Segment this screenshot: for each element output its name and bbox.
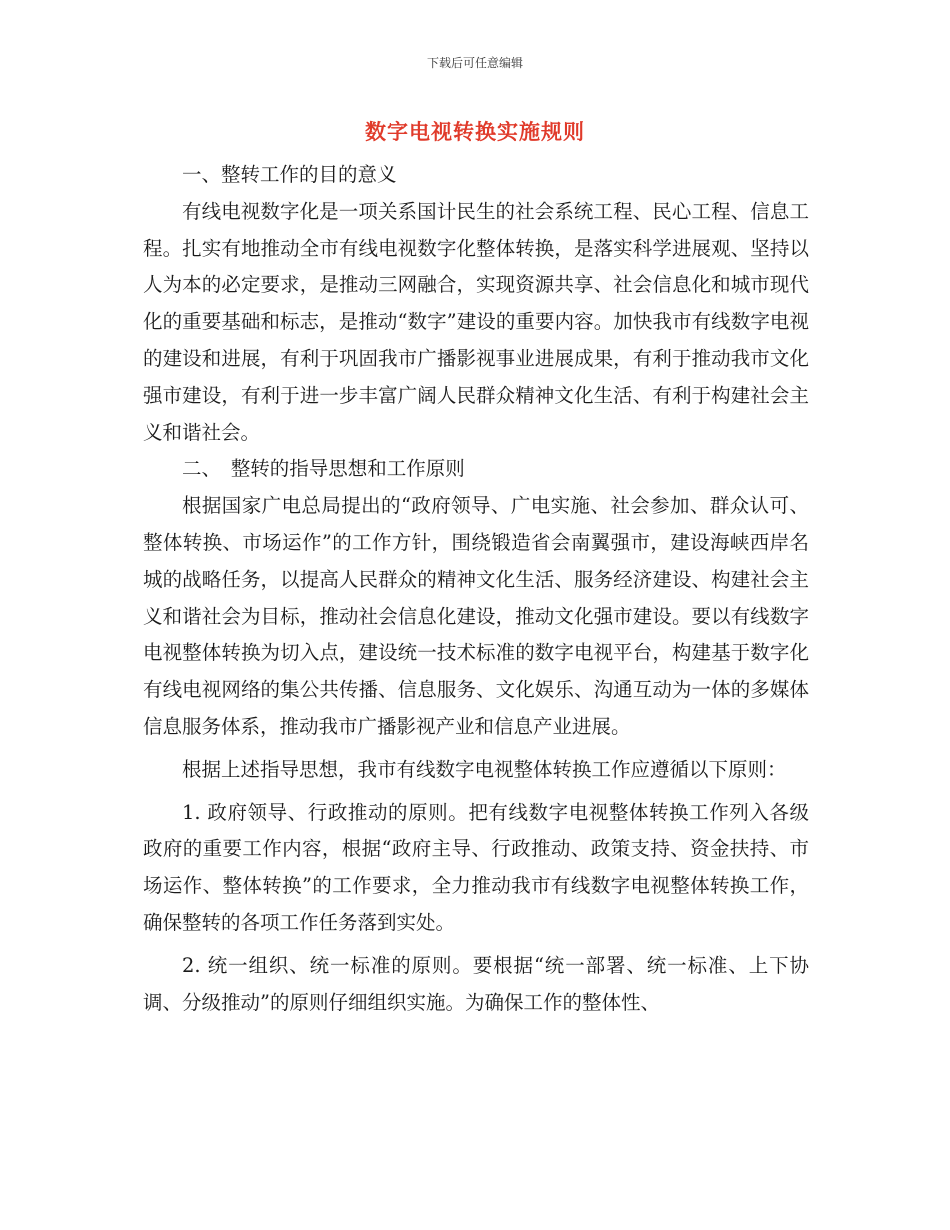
list-item-principle-1: 1. 政府领导、行政推动的原则。把有线数字电视整体转换工作列入各级政府的重要工作内容，根据“政府主导、行政推动、政策支持、资金扶持、市场运作、整体转换”的工作要求，全力推动我市有线数字电视整体转换工作，确保整转的各项工作任务落到实处。 <box>143 800 809 934</box>
document-title: 数字电视转换实施规则 <box>365 120 585 144</box>
document-body <box>143 157 809 1021</box>
paragraph: 根据上述指导思想，我市有线数字电视整体转换工作应遵循以下原则： <box>182 757 787 781</box>
paragraph: 有线电视数字化是一项关系国计民生的社会系统工程、民心工程、信息工程。扎实有地推动全市有线电视数字化整体转换，是落实科学进展观、坚持以人为本的必定要求，是推动三网融合，实现资源共享、社会信息化和城市现代化的重要基础和标志，是推动“数字”建设的重要内容。加快我市有线数字电视的建设和进展，有利于巩固我市广播影视事业进展成果，有利于推动我市文化强市建设，有利于进一步丰富广阔人民群众精神文化生活、有利于构建社会主义和谐社会。 <box>143 199 809 444</box>
section-heading-1: 一、整转工作的目的意义 <box>182 163 397 186</box>
page-header: 下载后可任意编辑 <box>426 56 523 70</box>
paragraph: 根据国家广电总局提出的“政府领导、广电实施、社会参加、群众认可、整体转换、市场运作”的工作方针，围绕锻造省会南翼强市，建设海峡西岸名城的战略任务，以提高人民群众的精神文化生活、服务经济建设、构建社会主义和谐社会为目标，推动社会信息化建设，推动文化强市建设。要以有线数字电视整体转换为切入点，建设统一技术标准的数字电视平台，构建基于数字化有线电视网络的集公共传播、信息服务、文化娱乐、沟通互动为一体的多媒体信息服务体系，推动我市广播影视产业和信息产业进展。 <box>143 494 809 738</box>
list-item-principle-2: 2. 统一组织、统一标准的原则。要根据“统一部署、统一标准、上下协调、分级推动”的原则仔细组织实施。为确保工作的整体性、 <box>143 953 809 1014</box>
section-heading-2: 二、 整转的指导思想和工作原则 <box>182 457 465 481</box>
